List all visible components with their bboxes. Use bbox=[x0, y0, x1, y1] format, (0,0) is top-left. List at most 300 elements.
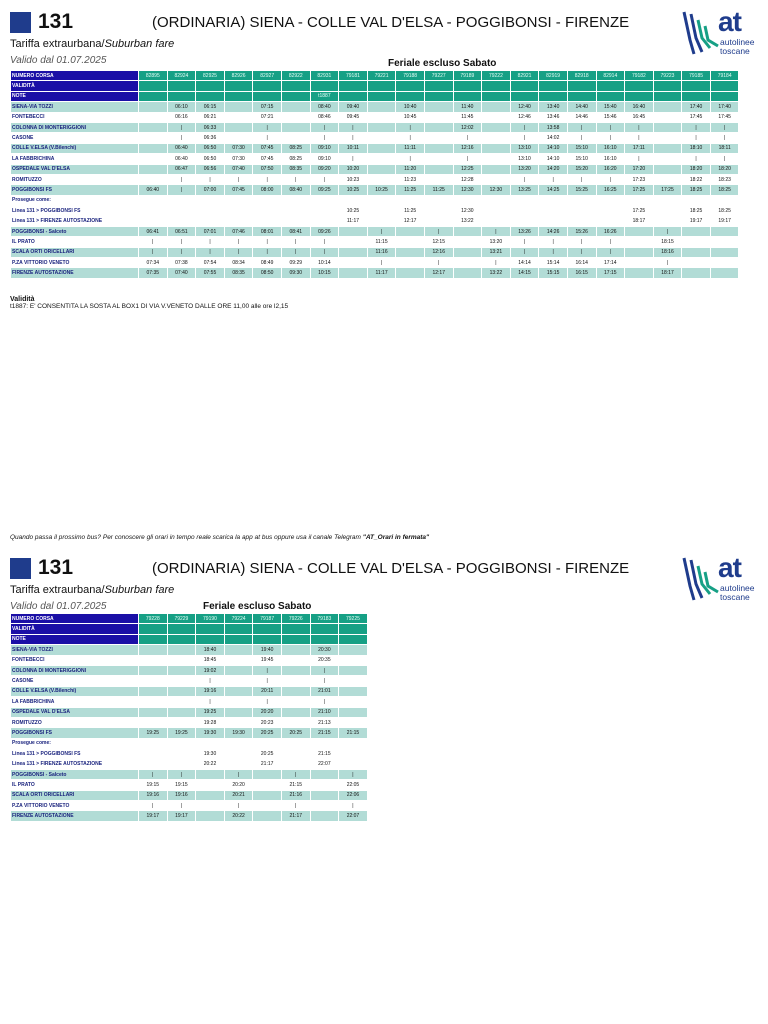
time-cell bbox=[167, 686, 196, 696]
time-cell bbox=[482, 154, 511, 164]
time-cell bbox=[453, 81, 482, 91]
time-cell: 82918 bbox=[567, 71, 596, 81]
time-cell: 07:50 bbox=[253, 164, 282, 174]
time-cell bbox=[310, 780, 339, 790]
time-cell: | bbox=[167, 247, 196, 257]
time-cell: | bbox=[310, 247, 339, 257]
time-cell: | bbox=[682, 154, 711, 164]
time-cell bbox=[710, 81, 739, 91]
time-cell bbox=[253, 769, 282, 779]
time-cell: | bbox=[281, 237, 310, 247]
time-cell bbox=[224, 102, 253, 112]
time-cell bbox=[196, 206, 225, 216]
time-cell bbox=[424, 206, 453, 216]
time-cell: 20:35 bbox=[310, 655, 339, 665]
day-type: Feriale escluso Sabato bbox=[388, 58, 497, 69]
time-cell: 07:45 bbox=[224, 185, 253, 195]
time-cell bbox=[339, 634, 368, 644]
time-cell: 21:13 bbox=[310, 717, 339, 727]
time-cell: 10:11 bbox=[339, 143, 368, 153]
time-cell: 21:15 bbox=[310, 728, 339, 738]
time-cell: 06:40 bbox=[167, 143, 196, 153]
time-cell bbox=[253, 195, 282, 205]
time-cell bbox=[310, 216, 339, 226]
time-cell bbox=[253, 780, 282, 790]
time-cell bbox=[281, 676, 310, 686]
row-label: IL PRATO bbox=[11, 237, 139, 247]
time-cell: 07:45 bbox=[253, 143, 282, 153]
time-cell bbox=[653, 174, 682, 184]
time-cell: | bbox=[339, 154, 368, 164]
time-cell: 13:21 bbox=[482, 247, 511, 257]
stop-row bbox=[11, 154, 739, 164]
time-cell bbox=[281, 645, 310, 655]
time-cell: 20:25 bbox=[253, 749, 282, 759]
validity-row bbox=[11, 624, 368, 634]
time-cell bbox=[196, 769, 225, 779]
time-cell: 06:15 bbox=[196, 102, 225, 112]
time-cell: | bbox=[339, 122, 368, 132]
time-cell bbox=[281, 707, 310, 717]
time-cell bbox=[281, 738, 310, 748]
row-label: COLONNA DI MONTERIGGIONI bbox=[11, 122, 139, 132]
time-cell: 12:15 bbox=[424, 237, 453, 247]
time-cell: 79181 bbox=[339, 71, 368, 81]
time-cell: 11:25 bbox=[396, 185, 425, 195]
time-cell: 08:49 bbox=[253, 258, 282, 268]
time-cell: | bbox=[139, 801, 168, 811]
time-cell bbox=[196, 624, 225, 634]
time-cell bbox=[139, 154, 168, 164]
time-cell: 20:20 bbox=[224, 780, 253, 790]
time-cell: 13:46 bbox=[539, 112, 568, 122]
time-cell: | bbox=[310, 676, 339, 686]
time-cell: 06:50 bbox=[196, 143, 225, 153]
time-cell bbox=[625, 247, 654, 257]
time-cell: 19:17 bbox=[167, 811, 196, 821]
time-cell: | bbox=[539, 237, 568, 247]
time-cell: 09:25 bbox=[310, 185, 339, 195]
stop-row bbox=[11, 258, 739, 268]
time-cell: 18:15 bbox=[653, 237, 682, 247]
time-cell: 14:15 bbox=[510, 268, 539, 278]
time-cell: 79226 bbox=[281, 614, 310, 624]
time-cell: 08:41 bbox=[281, 226, 310, 236]
time-cell: 07:46 bbox=[224, 226, 253, 236]
time-cell: 21:01 bbox=[310, 686, 339, 696]
time-cell: 22:06 bbox=[339, 790, 368, 800]
time-cell bbox=[625, 195, 654, 205]
stop-row bbox=[11, 102, 739, 112]
time-cell: 07:35 bbox=[139, 268, 168, 278]
row-label: NOTE bbox=[11, 91, 139, 101]
time-cell: | bbox=[139, 769, 168, 779]
row-label: NOTE bbox=[11, 634, 139, 644]
time-cell: 17:45 bbox=[682, 112, 711, 122]
row-label: CASONE bbox=[11, 133, 139, 143]
row-label: POGGIBONSI FS bbox=[11, 728, 139, 738]
time-cell bbox=[367, 122, 396, 132]
time-cell: | bbox=[625, 133, 654, 143]
time-cell: | bbox=[281, 769, 310, 779]
stop-row bbox=[11, 790, 368, 800]
time-cell bbox=[339, 195, 368, 205]
stop-row bbox=[11, 676, 368, 686]
time-cell: | bbox=[167, 122, 196, 132]
time-cell: 13:25 bbox=[510, 185, 539, 195]
time-cell: 20:20 bbox=[253, 707, 282, 717]
time-cell bbox=[682, 247, 711, 257]
time-cell bbox=[139, 102, 168, 112]
time-cell: 08:35 bbox=[281, 164, 310, 174]
time-cell bbox=[224, 759, 253, 769]
logo-subtitle: autolinee toscane bbox=[720, 583, 755, 602]
time-cell bbox=[396, 247, 425, 257]
time-cell: | bbox=[253, 697, 282, 707]
time-cell: 79223 bbox=[653, 71, 682, 81]
time-cell bbox=[167, 655, 196, 665]
stop-row bbox=[11, 728, 368, 738]
time-cell: 13:10 bbox=[510, 143, 539, 153]
time-cell: 15:15 bbox=[539, 268, 568, 278]
time-cell bbox=[139, 164, 168, 174]
time-cell: 15:46 bbox=[596, 112, 625, 122]
time-cell bbox=[424, 195, 453, 205]
time-cell: | bbox=[224, 237, 253, 247]
time-cell: | bbox=[567, 174, 596, 184]
time-cell bbox=[482, 133, 511, 143]
row-label: COLONNA DI MONTERIGGIONI bbox=[11, 665, 139, 675]
time-cell bbox=[281, 655, 310, 665]
row-label: FIRENZE AUTOSTAZIONE bbox=[11, 268, 139, 278]
time-cell: 10:25 bbox=[367, 185, 396, 195]
time-cell: | bbox=[596, 237, 625, 247]
row-label: Prosegue come: bbox=[11, 738, 139, 748]
time-cell: 09:20 bbox=[310, 164, 339, 174]
time-cell: 18:40 bbox=[196, 645, 225, 655]
line-number: 131 bbox=[38, 10, 74, 33]
row-label: FONTEBECCI bbox=[11, 655, 139, 665]
time-cell bbox=[139, 665, 168, 675]
time-cell bbox=[224, 112, 253, 122]
time-cell bbox=[339, 645, 368, 655]
time-cell bbox=[139, 645, 168, 655]
time-cell: 09:26 bbox=[310, 226, 339, 236]
time-cell: 12:17 bbox=[396, 216, 425, 226]
time-cell: 16:10 bbox=[596, 154, 625, 164]
stop-row bbox=[11, 655, 368, 665]
stop-row bbox=[11, 268, 739, 278]
time-cell: 08:50 bbox=[253, 268, 282, 278]
time-cell: 14:46 bbox=[567, 112, 596, 122]
time-cell: 06:40 bbox=[139, 185, 168, 195]
time-cell: 10:25 bbox=[339, 206, 368, 216]
row-label: COLLE V.ELSA (V.Bilenchi) bbox=[11, 686, 139, 696]
time-cell bbox=[139, 697, 168, 707]
time-cell bbox=[625, 258, 654, 268]
time-cell bbox=[281, 759, 310, 769]
time-cell bbox=[424, 216, 453, 226]
time-cell: 20:25 bbox=[281, 728, 310, 738]
time-cell bbox=[510, 216, 539, 226]
time-cell: 21:15 bbox=[281, 780, 310, 790]
time-cell: 18:16 bbox=[653, 247, 682, 257]
time-cell bbox=[367, 143, 396, 153]
time-cell bbox=[339, 759, 368, 769]
time-cell: 18:45 bbox=[196, 655, 225, 665]
time-cell bbox=[682, 268, 711, 278]
time-cell: | bbox=[196, 174, 225, 184]
time-cell: 07:38 bbox=[167, 258, 196, 268]
time-cell: | bbox=[139, 247, 168, 257]
stop-row bbox=[11, 686, 368, 696]
time-cell: 07:34 bbox=[139, 258, 168, 268]
time-cell bbox=[625, 91, 654, 101]
time-cell bbox=[310, 738, 339, 748]
time-cell: | bbox=[253, 247, 282, 257]
time-cell bbox=[653, 112, 682, 122]
time-cell: | bbox=[196, 697, 225, 707]
time-cell bbox=[139, 624, 168, 634]
time-cell bbox=[682, 91, 711, 101]
time-cell: 79190 bbox=[196, 614, 225, 624]
time-cell: 22:05 bbox=[339, 780, 368, 790]
time-cell: 11:40 bbox=[453, 102, 482, 112]
time-cell: 14:25 bbox=[539, 185, 568, 195]
time-cell: | bbox=[253, 174, 282, 184]
time-cell: | bbox=[253, 676, 282, 686]
stop-row bbox=[11, 247, 739, 257]
time-cell bbox=[224, 195, 253, 205]
time-cell: 79189 bbox=[453, 71, 482, 81]
time-cell bbox=[224, 634, 253, 644]
time-cell: 19:15 bbox=[167, 780, 196, 790]
time-cell: 16:45 bbox=[625, 112, 654, 122]
time-cell: 19:15 bbox=[139, 780, 168, 790]
time-cell bbox=[310, 624, 339, 634]
time-cell: 20:23 bbox=[253, 717, 282, 727]
time-cell bbox=[310, 206, 339, 216]
time-cell: 17:25 bbox=[625, 185, 654, 195]
time-cell bbox=[367, 154, 396, 164]
time-cell: | bbox=[596, 247, 625, 257]
time-cell: 21:16 bbox=[281, 790, 310, 800]
time-cell: 10:45 bbox=[396, 112, 425, 122]
time-cell bbox=[310, 801, 339, 811]
time-cell: 08:01 bbox=[253, 226, 282, 236]
time-cell bbox=[167, 624, 196, 634]
time-cell bbox=[596, 81, 625, 91]
time-cell: 79185 bbox=[682, 71, 711, 81]
time-cell bbox=[539, 81, 568, 91]
time-cell bbox=[139, 81, 168, 91]
time-cell bbox=[139, 133, 168, 143]
time-cell: 06:33 bbox=[196, 122, 225, 132]
time-cell: | bbox=[682, 122, 711, 132]
time-cell bbox=[224, 122, 253, 132]
time-cell: 14:20 bbox=[539, 164, 568, 174]
time-cell bbox=[625, 237, 654, 247]
time-cell: 16:14 bbox=[567, 258, 596, 268]
time-cell bbox=[682, 258, 711, 268]
time-cell bbox=[453, 195, 482, 205]
time-cell: 82925 bbox=[196, 71, 225, 81]
time-cell bbox=[224, 697, 253, 707]
time-cell bbox=[139, 738, 168, 748]
time-cell bbox=[339, 676, 368, 686]
time-cell bbox=[539, 216, 568, 226]
time-cell: 08:25 bbox=[281, 143, 310, 153]
time-cell bbox=[339, 749, 368, 759]
time-cell: 16:20 bbox=[596, 164, 625, 174]
time-cell bbox=[281, 749, 310, 759]
time-cell bbox=[224, 749, 253, 759]
time-cell: 19:40 bbox=[253, 645, 282, 655]
time-cell bbox=[196, 81, 225, 91]
time-cell bbox=[339, 738, 368, 748]
time-cell: | bbox=[310, 133, 339, 143]
time-cell: 14:26 bbox=[539, 226, 568, 236]
time-cell bbox=[196, 811, 225, 821]
time-cell: 07:01 bbox=[196, 226, 225, 236]
time-cell bbox=[682, 237, 711, 247]
row-label: POGGIBONSI FS bbox=[11, 185, 139, 195]
time-cell: 82931 bbox=[310, 71, 339, 81]
time-cell: | bbox=[396, 154, 425, 164]
header bbox=[10, 550, 750, 580]
time-cell bbox=[253, 91, 282, 101]
time-cell bbox=[710, 268, 739, 278]
time-cell: | bbox=[253, 665, 282, 675]
time-cell: 18:11 bbox=[710, 143, 739, 153]
time-cell: | bbox=[653, 258, 682, 268]
logo-text: at bbox=[718, 552, 741, 583]
route-title: (ORDINARIA) SIENA - COLLE VAL D'ELSA - POGGIBONSI - FIRENZE bbox=[152, 14, 630, 31]
line-square-icon bbox=[10, 12, 31, 33]
time-cell bbox=[339, 665, 368, 675]
time-cell: 11:11 bbox=[396, 143, 425, 153]
time-cell bbox=[367, 102, 396, 112]
time-cell bbox=[424, 143, 453, 153]
at-logo bbox=[680, 6, 758, 60]
time-cell: | bbox=[281, 174, 310, 184]
time-cell: 13:20 bbox=[510, 164, 539, 174]
time-cell: 21:17 bbox=[253, 759, 282, 769]
time-cell: | bbox=[396, 133, 425, 143]
row-label: Prosegue come: bbox=[11, 195, 139, 205]
time-cell bbox=[367, 164, 396, 174]
time-cell: 07:21 bbox=[253, 112, 282, 122]
time-cell: 79229 bbox=[167, 614, 196, 624]
time-cell bbox=[253, 206, 282, 216]
time-cell: | bbox=[510, 133, 539, 143]
time-cell: 09:30 bbox=[281, 268, 310, 278]
time-cell bbox=[510, 206, 539, 216]
time-cell bbox=[224, 133, 253, 143]
time-cell: 13:40 bbox=[539, 102, 568, 112]
time-cell: 19:17 bbox=[139, 811, 168, 821]
tariff: Tariffa extraurbana/Suburban fare bbox=[10, 38, 175, 50]
time-cell bbox=[310, 634, 339, 644]
time-cell bbox=[167, 665, 196, 675]
time-cell bbox=[167, 81, 196, 91]
stop-row bbox=[11, 112, 739, 122]
time-cell: 14:10 bbox=[539, 154, 568, 164]
time-cell bbox=[310, 769, 339, 779]
time-cell bbox=[310, 790, 339, 800]
row-label: ROMITUZZO bbox=[11, 717, 139, 727]
time-cell: | bbox=[567, 237, 596, 247]
time-cell: 79188 bbox=[396, 71, 425, 81]
time-cell bbox=[281, 122, 310, 132]
time-cell: 22:07 bbox=[310, 759, 339, 769]
time-cell bbox=[367, 206, 396, 216]
time-cell bbox=[710, 226, 739, 236]
time-cell bbox=[281, 91, 310, 101]
time-cell: | bbox=[510, 237, 539, 247]
time-cell bbox=[139, 717, 168, 727]
time-cell bbox=[367, 216, 396, 226]
valid-from: Valido dal 01.07.2025 bbox=[10, 601, 107, 612]
time-cell bbox=[281, 206, 310, 216]
continues-as-row bbox=[11, 195, 739, 205]
time-cell: 18:17 bbox=[625, 216, 654, 226]
stop-row bbox=[11, 143, 739, 153]
time-cell: | bbox=[510, 174, 539, 184]
row-label: Linea 131 > POGGIBONSI FS bbox=[11, 749, 139, 759]
time-cell bbox=[224, 624, 253, 634]
time-cell: | bbox=[253, 133, 282, 143]
row-label: VALIDITÀ bbox=[11, 81, 139, 91]
time-cell bbox=[396, 237, 425, 247]
time-cell: 13:20 bbox=[482, 237, 511, 247]
time-cell: 06:21 bbox=[196, 112, 225, 122]
time-cell bbox=[710, 91, 739, 101]
time-cell: 15:25 bbox=[567, 185, 596, 195]
time-cell bbox=[339, 686, 368, 696]
time-cell bbox=[281, 112, 310, 122]
time-cell bbox=[139, 195, 168, 205]
time-cell: | bbox=[310, 174, 339, 184]
time-cell bbox=[682, 81, 711, 91]
time-cell: 12:16 bbox=[453, 143, 482, 153]
time-cell bbox=[596, 195, 625, 205]
time-cell bbox=[139, 749, 168, 759]
time-cell: 08:40 bbox=[281, 185, 310, 195]
time-cell: 15:20 bbox=[567, 164, 596, 174]
time-cell: 12:16 bbox=[424, 247, 453, 257]
time-cell: 06:10 bbox=[167, 102, 196, 112]
time-cell bbox=[339, 247, 368, 257]
time-cell: | bbox=[281, 247, 310, 257]
time-cell: | bbox=[424, 226, 453, 236]
time-cell bbox=[196, 91, 225, 101]
time-cell: | bbox=[310, 697, 339, 707]
time-cell bbox=[396, 268, 425, 278]
time-cell bbox=[339, 81, 368, 91]
time-cell bbox=[139, 112, 168, 122]
time-cell bbox=[396, 226, 425, 236]
continues-as-row bbox=[11, 738, 368, 748]
time-cell: 82926 bbox=[224, 71, 253, 81]
time-cell bbox=[139, 759, 168, 769]
time-cell: 06:36 bbox=[196, 133, 225, 143]
time-cell bbox=[682, 226, 711, 236]
time-cell bbox=[539, 195, 568, 205]
time-cell bbox=[367, 91, 396, 101]
row-label: Linea 131 > POGGIBONSI FS bbox=[11, 206, 139, 216]
time-cell bbox=[653, 216, 682, 226]
